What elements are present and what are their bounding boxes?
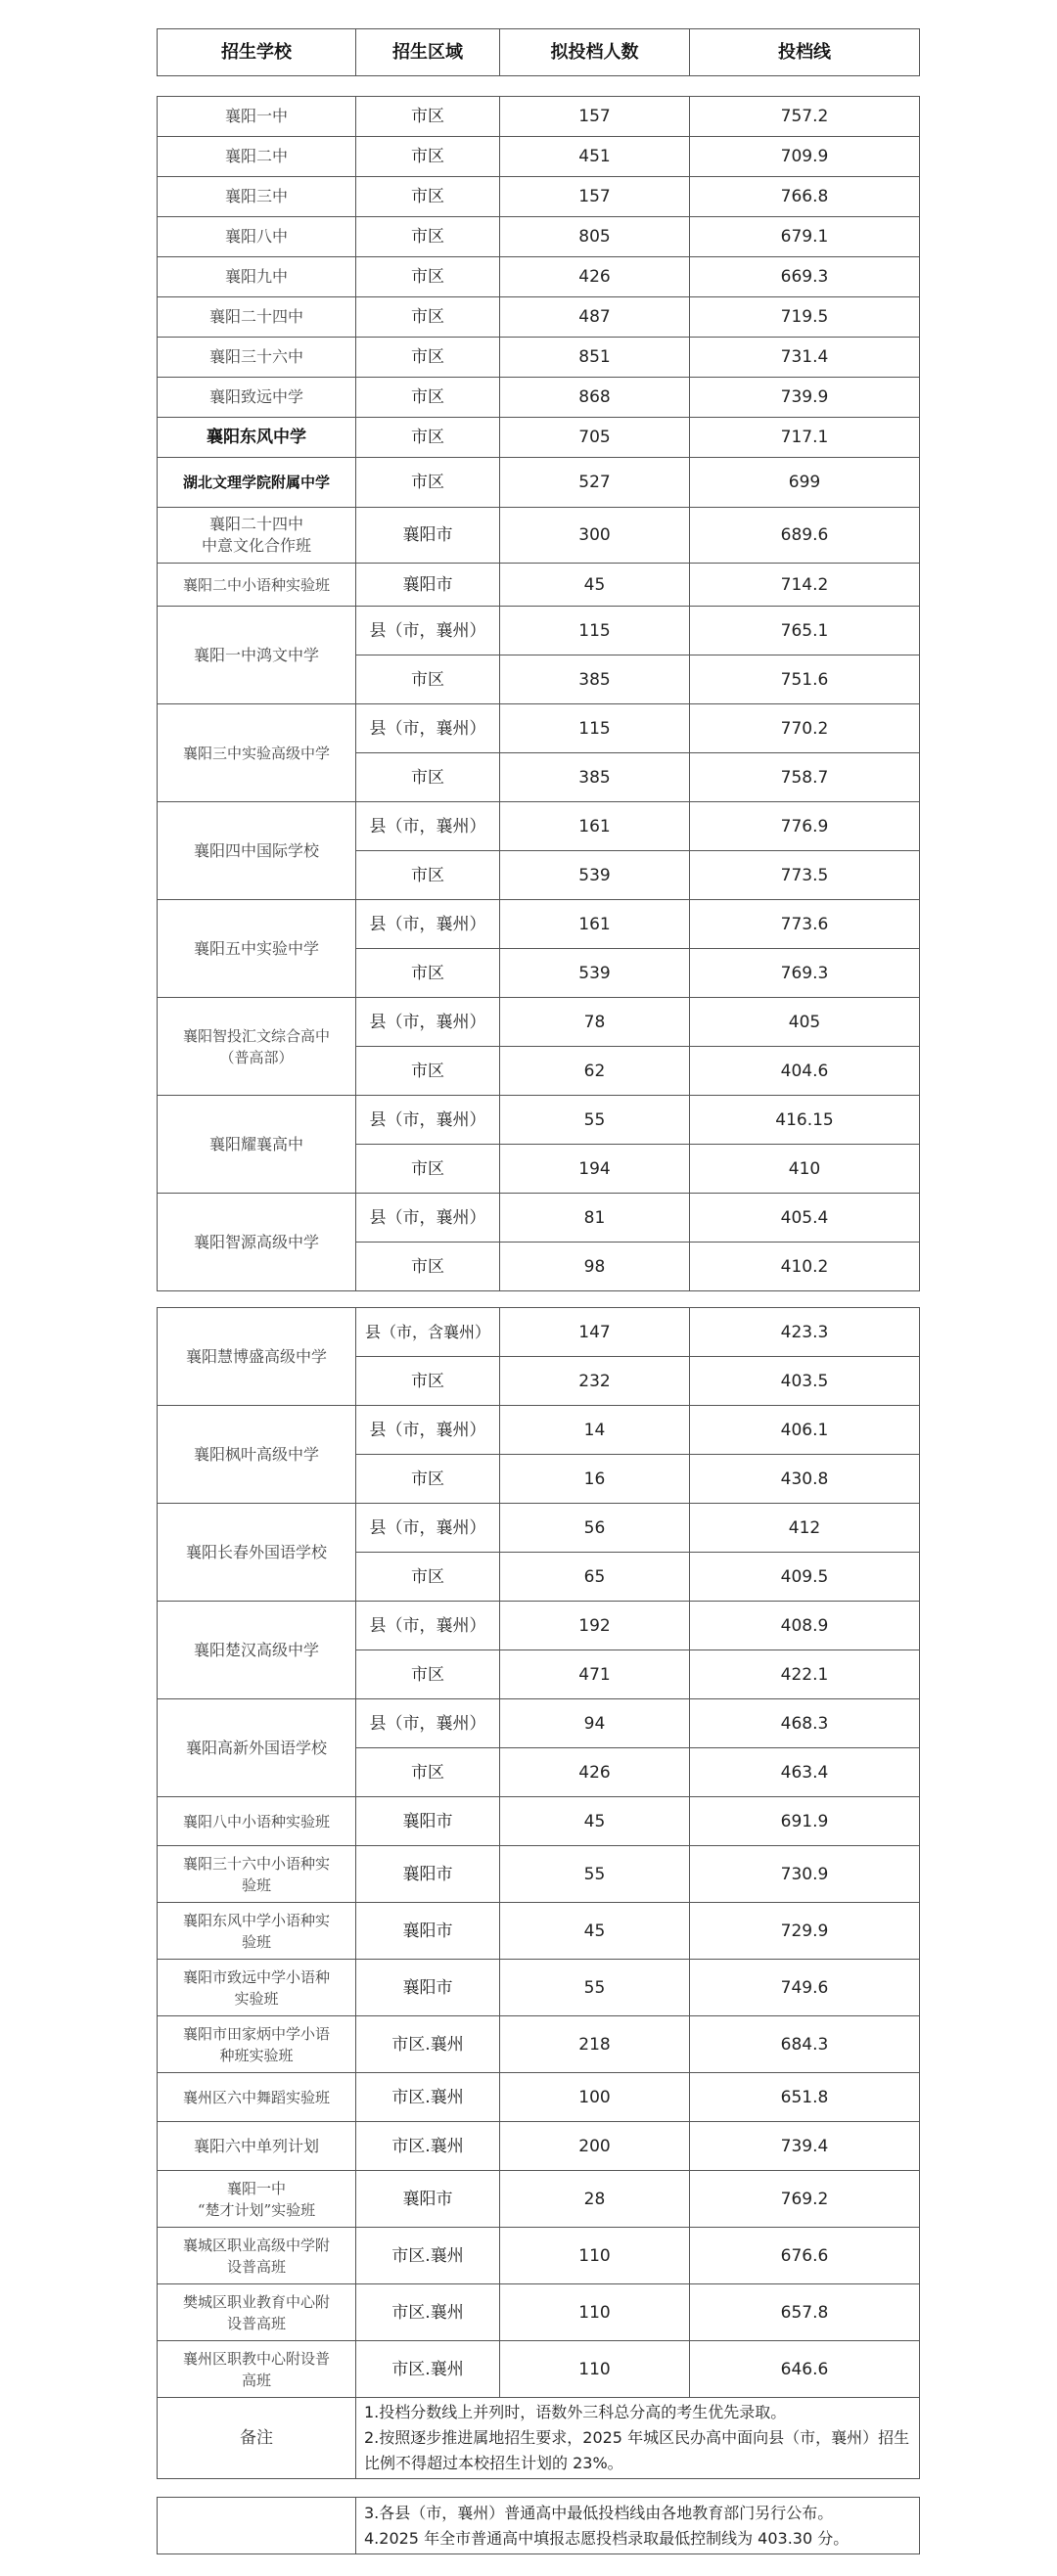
table-row: [158, 2122, 920, 2171]
table-row: [158, 338, 920, 378]
cutoff-line: 739.9: [690, 378, 920, 418]
remark-note-4: 4.2025 年全市普通高中填报志愿投档录取最低控制线为 403.30 分。: [364, 2528, 850, 2548]
school-name: 襄阳三中实验高级中学: [158, 704, 356, 802]
cutoff-line: 751.6: [690, 655, 920, 704]
count: 65: [500, 1553, 690, 1602]
table-row: [158, 564, 920, 607]
count: 527: [500, 458, 690, 508]
school-name: 襄阳二中: [158, 137, 356, 177]
cutoff-line: 463.4: [690, 1748, 920, 1797]
area: 市区: [356, 217, 500, 257]
table-row: [158, 2228, 920, 2284]
cutoff-line: 717.1: [690, 418, 920, 458]
count: 55: [500, 1096, 690, 1145]
school-name-line2: 实验班: [234, 1989, 279, 2008]
area: 市区: [356, 1047, 500, 1096]
remarks-notes-continued: [356, 2498, 920, 2554]
table-row: [158, 1699, 920, 1748]
table-row: [158, 217, 920, 257]
area: 市区: [356, 1455, 500, 1504]
cutoff-line: 691.9: [690, 1797, 920, 1846]
area: 市区: [356, 1145, 500, 1194]
count: 110: [500, 2341, 690, 2398]
area: 襄阳市: [356, 1797, 500, 1846]
school-name-line1: 樊城区职业教育中心附: [182, 2292, 330, 2311]
area: 市区.襄州: [356, 2341, 500, 2398]
school-name: 襄阳枫叶高级中学: [158, 1406, 356, 1504]
count: 78: [500, 998, 690, 1047]
private-schools-table: [157, 1307, 920, 2479]
count: 385: [500, 655, 690, 704]
count: 110: [500, 2284, 690, 2341]
remark-note-1: 1.投档分数线上并列时，语数外三科总分高的考生优先录取。: [364, 2403, 787, 2421]
area: 县（市，襄州）: [356, 1602, 500, 1650]
table-row: [158, 1602, 920, 1650]
cutoff-line: 412: [690, 1504, 920, 1553]
count: 45: [500, 1797, 690, 1846]
school-name-line2: 种班实验班: [219, 2046, 294, 2064]
count: 451: [500, 137, 690, 177]
school-name: 襄阳慧博盛高级中学: [158, 1308, 356, 1406]
count: 81: [500, 1194, 690, 1243]
count: 851: [500, 338, 690, 378]
cutoff-line: 729.9: [690, 1903, 920, 1960]
cutoff-line: 776.9: [690, 802, 920, 851]
count: 426: [500, 1748, 690, 1797]
school-name: 襄阳九中: [158, 257, 356, 297]
cutoff-line: 770.2: [690, 704, 920, 753]
area: 襄阳市: [356, 2171, 500, 2228]
table-row: [158, 1096, 920, 1145]
count: 539: [500, 949, 690, 998]
school-name-line1: 襄城区职业高级中学附: [182, 2236, 330, 2254]
area: 市区: [356, 1243, 500, 1291]
cutoff-line: 404.6: [690, 1047, 920, 1096]
count: 426: [500, 257, 690, 297]
count: 94: [500, 1699, 690, 1748]
count: 115: [500, 607, 690, 655]
table-row: [158, 97, 920, 137]
school-name-line2: “楚才计划”实验班: [197, 2200, 316, 2219]
area: 县（市，襄州）: [356, 1699, 500, 1748]
table-row: [158, 1797, 920, 1846]
count: 805: [500, 217, 690, 257]
col-header-school: 招生学校: [158, 29, 356, 76]
school-name: 襄阳三十六中: [158, 338, 356, 378]
area: 市区: [356, 949, 500, 998]
area: 市区: [356, 257, 500, 297]
count: 55: [500, 1960, 690, 2016]
notes-continuation-table: [157, 2497, 920, 2554]
remarks-notes: [356, 2398, 920, 2479]
header-row: [158, 29, 920, 76]
table-row: [158, 177, 920, 217]
school-name: [158, 1960, 356, 2016]
school-name: [158, 2016, 356, 2073]
school-name: 襄州区六中舞蹈实验班: [158, 2073, 356, 2122]
count: 98: [500, 1243, 690, 1291]
area: 市区: [356, 655, 500, 704]
cutoff-line: 405.4: [690, 1194, 920, 1243]
cutoff-line: 773.6: [690, 900, 920, 949]
table-row: [158, 900, 920, 949]
area: 襄阳市: [356, 1960, 500, 2016]
area: 市区.襄州: [356, 2284, 500, 2341]
count: 56: [500, 1504, 690, 1553]
count: 100: [500, 2073, 690, 2122]
count: 55: [500, 1846, 690, 1903]
table-row: [158, 1903, 920, 1960]
count: 62: [500, 1047, 690, 1096]
count: 385: [500, 753, 690, 802]
table-row: [158, 257, 920, 297]
table-row: [158, 1406, 920, 1455]
area: 县（市，襄州）: [356, 1504, 500, 1553]
cutoff-line: 739.4: [690, 2122, 920, 2171]
school-name: [158, 2284, 356, 2341]
area: 市区: [356, 297, 500, 338]
school-name-line2: 中意文化合作班: [201, 536, 311, 555]
count: 868: [500, 378, 690, 418]
school-name-line2: 设普高班: [226, 2314, 286, 2332]
cutoff-line: 719.5: [690, 297, 920, 338]
count: 300: [500, 508, 690, 564]
school-name: 襄阳二十四中: [158, 297, 356, 338]
cutoff-line: 769.3: [690, 949, 920, 998]
remarks-row: [158, 2398, 920, 2479]
school-name: [158, 1903, 356, 1960]
remark-note-2: 2.按照逐步推进属地招生要求，2025 年城区民办高中面向县（市，襄州）招生比例不得超过本校招生计划的 23%。: [364, 2428, 910, 2472]
school-name: 襄阳一中: [158, 97, 356, 137]
school-name: 襄阳二中小语种实验班: [158, 564, 356, 607]
cutoff-line: 406.1: [690, 1406, 920, 1455]
empty-label-cell: [158, 2498, 356, 2554]
area: 市区: [356, 753, 500, 802]
cutoff-line: 403.5: [690, 1357, 920, 1406]
cutoff-line: 679.1: [690, 217, 920, 257]
school-name: 襄阳长春外国语学校: [158, 1504, 356, 1602]
table-row: [158, 2341, 920, 2398]
count: 232: [500, 1357, 690, 1406]
count: 14: [500, 1406, 690, 1455]
count: 487: [500, 297, 690, 338]
school-name: [158, 1846, 356, 1903]
table-row: [158, 378, 920, 418]
school-name-line1: 襄阳智投汇文综合高中: [182, 1026, 330, 1045]
area: 市区: [356, 177, 500, 217]
table-row: [158, 137, 920, 177]
cutoff-line: 408.9: [690, 1602, 920, 1650]
count: 539: [500, 851, 690, 900]
school-name: [158, 2171, 356, 2228]
school-name: 襄阳八中: [158, 217, 356, 257]
school-name: 襄阳致远中学: [158, 378, 356, 418]
cutoff-line: 416.15: [690, 1096, 920, 1145]
area: 市区: [356, 458, 500, 508]
cutoff-line: 422.1: [690, 1650, 920, 1699]
cutoff-line: 468.3: [690, 1699, 920, 1748]
area: 市区.襄州: [356, 2016, 500, 2073]
cutoff-line: 773.5: [690, 851, 920, 900]
table-row: [158, 2284, 920, 2341]
area: 市区.襄州: [356, 2228, 500, 2284]
cutoff-line: 410: [690, 1145, 920, 1194]
count: 45: [500, 1903, 690, 1960]
public-schools-table: [157, 96, 920, 1291]
count: 200: [500, 2122, 690, 2171]
count: 192: [500, 1602, 690, 1650]
school-name-line1: 襄阳三十六中小语种实: [182, 1854, 330, 1873]
cutoff-line: 646.6: [690, 2341, 920, 2398]
area: 襄阳市: [356, 1846, 500, 1903]
cutoff-line: 757.2: [690, 97, 920, 137]
count: 28: [500, 2171, 690, 2228]
count: 147: [500, 1308, 690, 1357]
area: 县（市，含襄州）: [356, 1308, 500, 1357]
area: 市区.襄州: [356, 2073, 500, 2122]
count: 16: [500, 1455, 690, 1504]
school-name: 襄阳智源高级中学: [158, 1194, 356, 1291]
cutoff-line: 769.2: [690, 2171, 920, 2228]
cutoff-line: 699: [690, 458, 920, 508]
school-name-line2: 设普高班: [226, 2257, 286, 2276]
count: 157: [500, 177, 690, 217]
table-row: [158, 1308, 920, 1357]
school-name: 襄阳六中单列计划: [158, 2122, 356, 2171]
area: 市区: [356, 418, 500, 458]
cutoff-line: 714.2: [690, 564, 920, 607]
table-row: [158, 1194, 920, 1243]
cutoff-line: 689.6: [690, 508, 920, 564]
col-header-line: 投档线: [690, 29, 920, 76]
col-header-area: 招生区域: [356, 29, 500, 76]
school-name: [158, 2341, 356, 2398]
school-name: 湖北文理学院附属中学: [158, 458, 356, 508]
col-header-count: 拟投档人数: [500, 29, 690, 76]
cutoff-line: 410.2: [690, 1243, 920, 1291]
table-row: [158, 2016, 920, 2073]
school-name-line2: 验班: [241, 1932, 271, 1951]
area: 襄阳市: [356, 508, 500, 564]
area: 市区: [356, 1553, 500, 1602]
area: 县（市，襄州）: [356, 900, 500, 949]
table-row: [158, 2171, 920, 2228]
school-name: [158, 998, 356, 1096]
school-name-line1: 襄阳二十四中: [208, 515, 303, 533]
school-name: 襄阳耀襄高中: [158, 1096, 356, 1194]
area: 市区: [356, 851, 500, 900]
school-name: 襄阳四中国际学校: [158, 802, 356, 900]
count: 45: [500, 564, 690, 607]
cutoff-line: 669.3: [690, 257, 920, 297]
school-name: 襄阳三中: [158, 177, 356, 217]
area: 市区.襄州: [356, 2122, 500, 2171]
cutoff-line: 766.8: [690, 177, 920, 217]
table-row: [158, 998, 920, 1047]
count: 157: [500, 97, 690, 137]
area: 县（市，襄州）: [356, 802, 500, 851]
school-name-line2: 高班: [241, 2371, 271, 2389]
area: 县（市，襄州）: [356, 998, 500, 1047]
table-row: [158, 607, 920, 655]
table-row: [158, 1960, 920, 2016]
school-name: 襄阳一中鸿文中学: [158, 607, 356, 704]
school-name-line1: 襄阳东风中学小语种实: [182, 1911, 330, 1929]
school-name: [158, 2228, 356, 2284]
cutoff-line: 731.4: [690, 338, 920, 378]
count: 115: [500, 704, 690, 753]
table-row: [158, 418, 920, 458]
count: 161: [500, 802, 690, 851]
table-row: [158, 1504, 920, 1553]
remarks-label: 备注: [158, 2398, 356, 2479]
cutoff-line: 676.6: [690, 2228, 920, 2284]
area: 县（市，襄州）: [356, 1406, 500, 1455]
count: 218: [500, 2016, 690, 2073]
header-table: [157, 28, 920, 76]
notes-continuation-row: [158, 2498, 920, 2554]
cutoff-line: 409.5: [690, 1553, 920, 1602]
area: 市区: [356, 1650, 500, 1699]
cutoff-line: 758.7: [690, 753, 920, 802]
count: 471: [500, 1650, 690, 1699]
cutoff-line: 749.6: [690, 1960, 920, 2016]
school-name-line1: 襄阳一中: [226, 2179, 286, 2197]
area: 市区: [356, 338, 500, 378]
table-row: [158, 297, 920, 338]
area: 市区: [356, 378, 500, 418]
school-name: 襄阳五中实验中学: [158, 900, 356, 998]
cutoff-line: 765.1: [690, 607, 920, 655]
count: 194: [500, 1145, 690, 1194]
table-row: [158, 1846, 920, 1903]
area: 县（市，襄州）: [356, 704, 500, 753]
school-name: 襄阳楚汉高级中学: [158, 1602, 356, 1699]
cutoff-line: 430.8: [690, 1455, 920, 1504]
area: 市区: [356, 97, 500, 137]
school-name: 襄阳高新外国语学校: [158, 1699, 356, 1797]
table-row: [158, 802, 920, 851]
area: 县（市，襄州）: [356, 607, 500, 655]
area: 县（市，襄州）: [356, 1194, 500, 1243]
cutoff-line: 709.9: [690, 137, 920, 177]
school-name-line1: 襄州区职教中心附设普: [182, 2349, 330, 2368]
cutoff-line: 684.3: [690, 2016, 920, 2073]
area: 市区: [356, 137, 500, 177]
cutoff-line: 651.8: [690, 2073, 920, 2122]
table-row: [158, 2073, 920, 2122]
count: 705: [500, 418, 690, 458]
school-name-line1: 襄阳市田家炳中学小语: [182, 2024, 330, 2043]
cutoff-line: 423.3: [690, 1308, 920, 1357]
school-name: 襄阳东风中学: [158, 418, 356, 458]
area: 县（市，襄州）: [356, 1096, 500, 1145]
remark-note-3: 3.各县（市，襄州）普通高中最低投档线由各地教育部门另行公布。: [364, 2503, 834, 2522]
school-name-line2: （普高部）: [219, 1048, 294, 1066]
table-row: [158, 508, 920, 564]
area: 襄阳市: [356, 564, 500, 607]
school-name-line2: 验班: [241, 1876, 271, 1894]
count: 161: [500, 900, 690, 949]
area: 襄阳市: [356, 1903, 500, 1960]
area: 市区: [356, 1748, 500, 1797]
cutoff-line: 657.8: [690, 2284, 920, 2341]
school-name: [158, 508, 356, 564]
count: 110: [500, 2228, 690, 2284]
cutoff-line: 730.9: [690, 1846, 920, 1903]
table-row: [158, 704, 920, 753]
area: 市区: [356, 1357, 500, 1406]
school-name-line1: 襄阳市致远中学小语种: [182, 1967, 330, 1986]
cutoff-line: 405: [690, 998, 920, 1047]
table-row: [158, 458, 920, 508]
school-name: 襄阳八中小语种实验班: [158, 1797, 356, 1846]
